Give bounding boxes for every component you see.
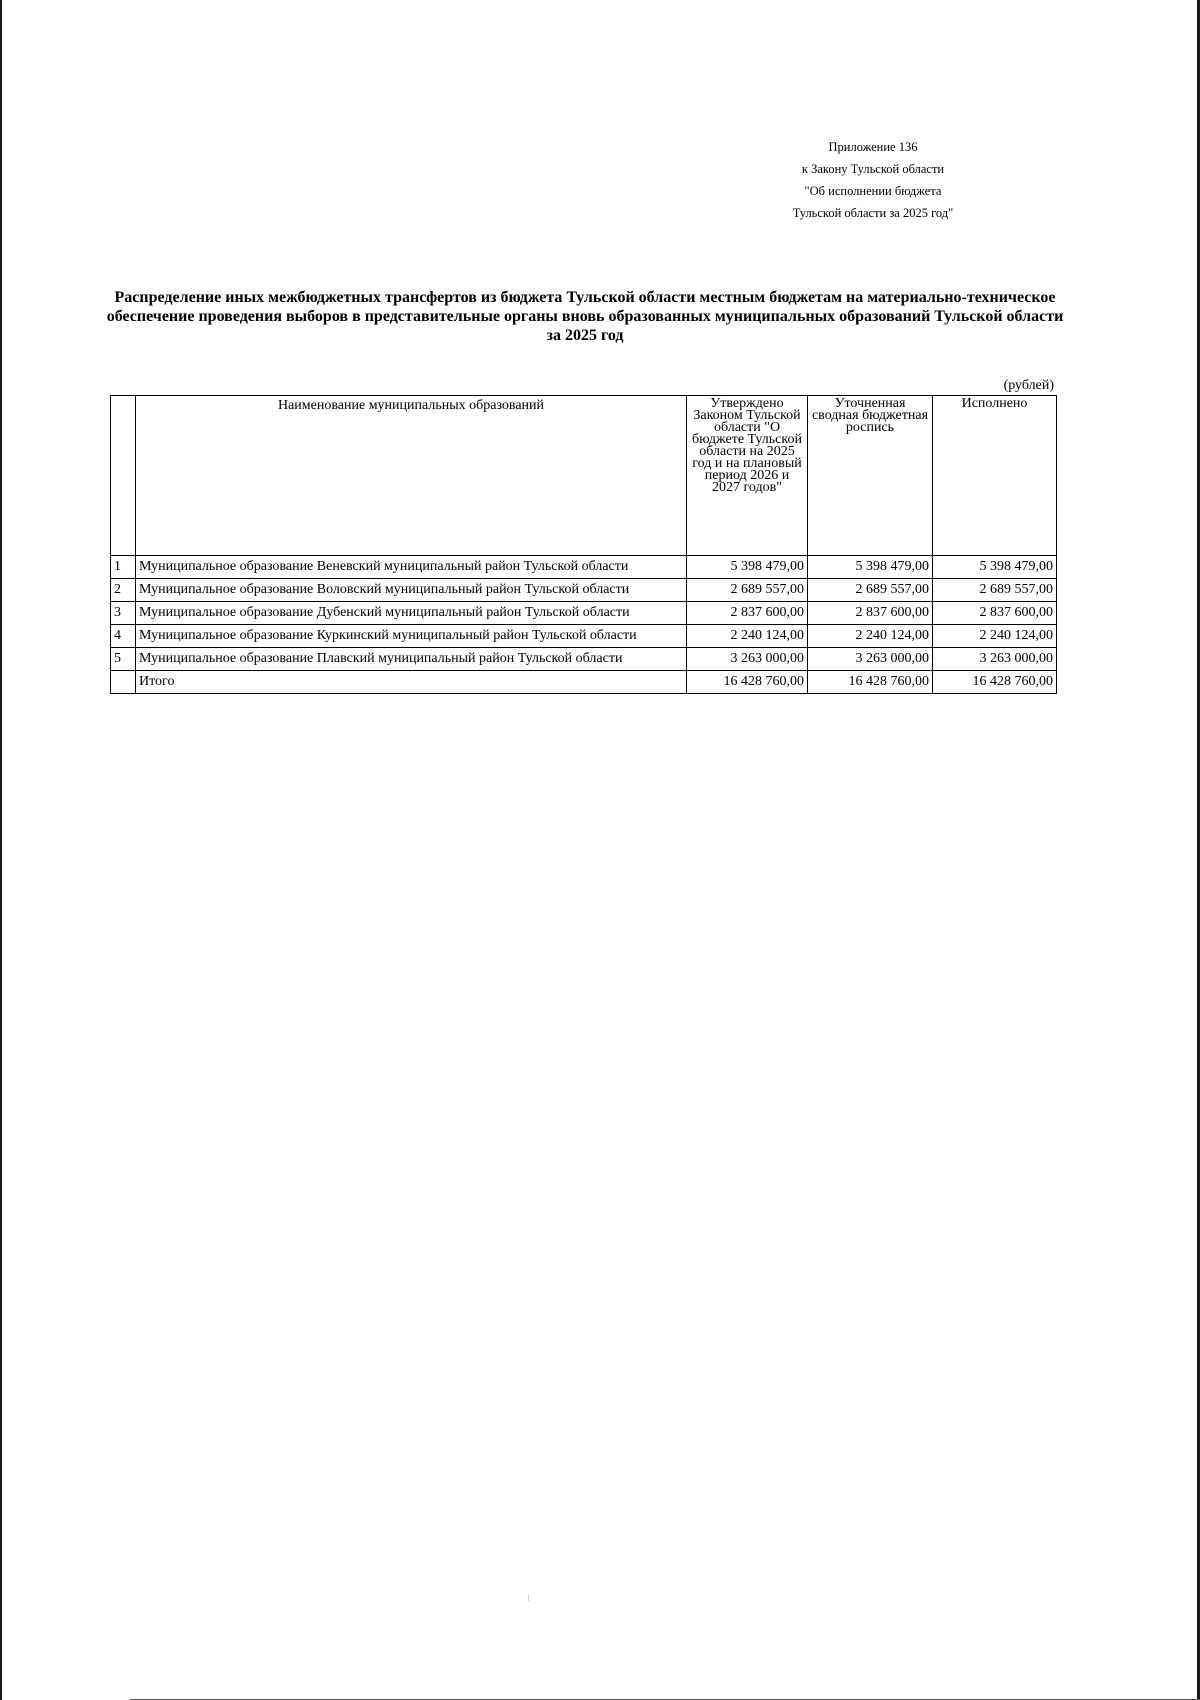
scan-border-left (0, 0, 2, 1700)
total-number (111, 671, 136, 694)
appendix-line-1: Приложение 136 (828, 140, 918, 154)
table-row (111, 602, 1057, 625)
transfers-table (110, 395, 1057, 694)
approved-amount: 2 689 557,00 (687, 579, 808, 602)
header-executed: Исполнено (933, 396, 1057, 556)
executed-amount: 2 837 600,00 (933, 602, 1057, 625)
municipality-name: Муниципальное образование Куркинский муниципальный район Тульской области (136, 625, 687, 648)
executed-amount: 2 240 124,00 (933, 625, 1057, 648)
table-row (111, 579, 1057, 602)
row-number: 2 (111, 579, 136, 602)
refined-amount: 3 263 000,00 (808, 648, 933, 671)
scan-speck (528, 1594, 529, 1601)
row-number: 1 (111, 556, 136, 579)
municipality-name: Муниципальное образование Плавский муниципальный район Тульской области (136, 648, 687, 671)
executed-amount: 3 263 000,00 (933, 648, 1057, 671)
executed-amount: 2 689 557,00 (933, 579, 1057, 602)
total-refined-amount: 16 428 760,00 (808, 671, 933, 694)
municipality-name: Муниципальное образование Дубенский муниципальный район Тульской области (136, 602, 687, 625)
appendix-line-2: к Закону Тульской области (801, 162, 945, 176)
refined-amount: 2 689 557,00 (808, 579, 933, 602)
total-label: Итого (136, 671, 687, 694)
row-number: 3 (111, 602, 136, 625)
row-number: 4 (111, 625, 136, 648)
header-municipality-name: Наименование муниципальных образований (136, 396, 687, 556)
header-number (111, 396, 136, 556)
header-refined-budget: Уточненная сводная бюджетная роспись (808, 396, 933, 556)
table-row (111, 625, 1057, 648)
row-number: 5 (111, 648, 136, 671)
refined-amount: 2 837 600,00 (808, 602, 933, 625)
approved-amount: 2 837 600,00 (687, 602, 808, 625)
appendix-line-4: Тульской области за 2025 год" (792, 206, 954, 220)
total-approved-amount: 16 428 760,00 (687, 671, 808, 694)
total-row (111, 671, 1057, 694)
header-row (111, 396, 1057, 556)
table-header (111, 396, 1057, 556)
units-label: (рублей) (1003, 378, 1054, 393)
appendix-line-3: "Об исполнении бюджета (804, 184, 942, 198)
refined-amount: 5 398 479,00 (808, 556, 933, 579)
appendix-reference (760, 136, 986, 224)
approved-amount: 2 240 124,00 (687, 625, 808, 648)
approved-amount: 5 398 479,00 (687, 556, 808, 579)
municipality-name: Муниципальное образование Воловский муниципальный район Тульской области (136, 579, 687, 602)
table-body (111, 556, 1057, 694)
executed-amount: 5 398 479,00 (933, 556, 1057, 579)
refined-amount: 2 240 124,00 (808, 625, 933, 648)
approved-amount: 3 263 000,00 (687, 648, 808, 671)
table-row (111, 648, 1057, 671)
total-executed-amount: 16 428 760,00 (933, 671, 1057, 694)
header-approved-by-law: Утверждено Законом Тульской области "О бюджете Тульской области на 2025 год и на плановый период 2026 и 2027 годов" (687, 396, 808, 556)
document-title: Распределение иных межбюджетных трансфертов из бюджета Тульской области местным бюджетам на материально-техническое обеспечение проведения выборов в представительные органы вновь образованных муниципальных образований Тульской области за 2025 год (106, 289, 1064, 344)
municipality-name: Муниципальное образование Веневский муниципальный район Тульской области (136, 556, 687, 579)
table-row (111, 556, 1057, 579)
